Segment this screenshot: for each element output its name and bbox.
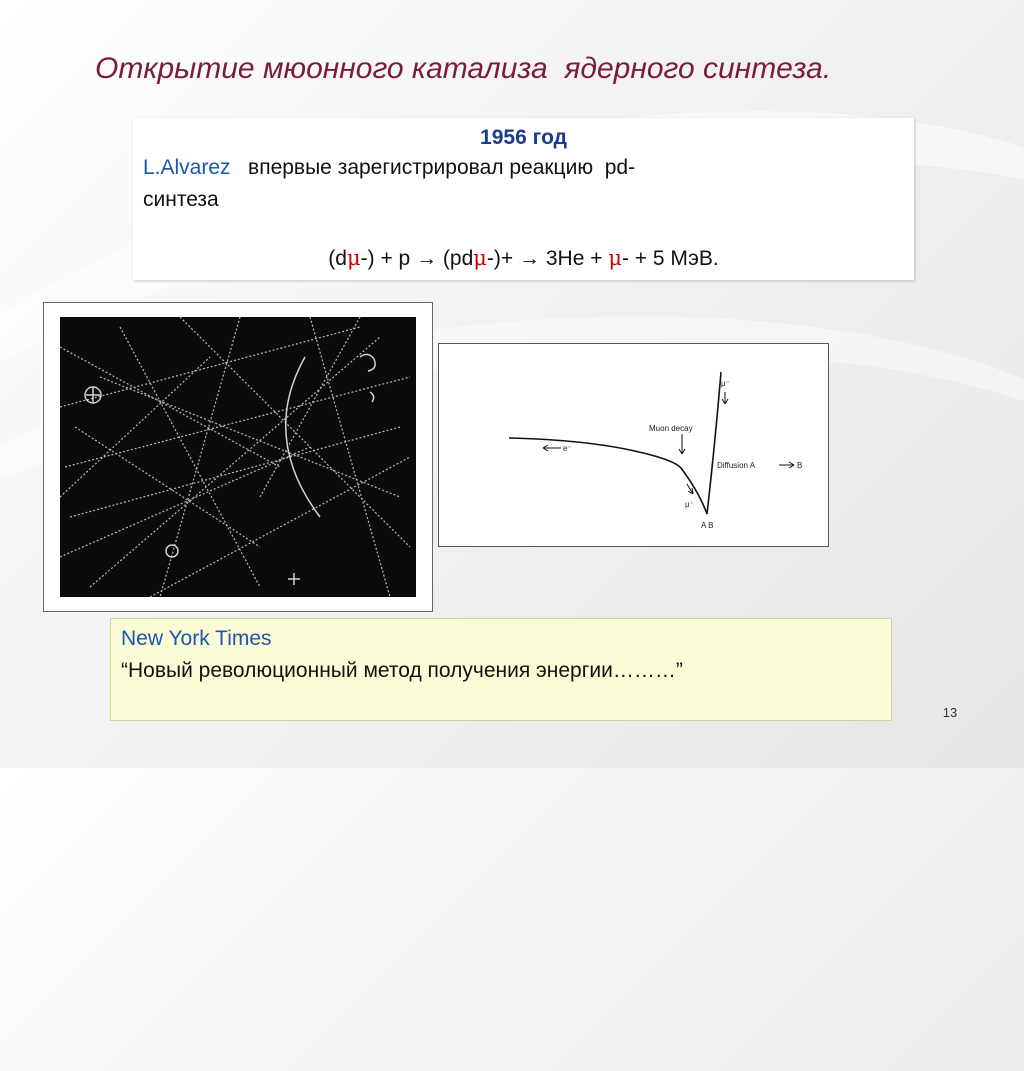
reaction-formula: [133, 246, 914, 271]
track-sketch: [439, 344, 828, 546]
formula-part: -)+: [486, 247, 520, 270]
label-diffusion: Diffusion A: [717, 461, 756, 470]
newspaper-quote-box: [110, 618, 892, 721]
author-name: L.Alvarez: [143, 156, 231, 179]
formula-part: -) + p: [360, 247, 417, 270]
formula-part: (pd: [437, 247, 474, 270]
muon-track-diagram: [438, 343, 829, 547]
slide-title: Открытие мюонного катализа ядерного синтеза.: [95, 52, 832, 85]
mu-symbol: μ: [346, 246, 361, 270]
label-electron: e⁻: [563, 444, 572, 453]
formula-part: 3He +: [540, 247, 609, 270]
bubble-chamber-photo: [43, 302, 433, 612]
mu-symbol: μ: [473, 246, 487, 270]
mu-symbol: μ: [608, 246, 622, 270]
discovery-text: впервые зарегистрировал реакцию pd-: [230, 156, 636, 179]
label-mu-top: μ⁻: [721, 379, 730, 388]
label-b: B: [797, 461, 803, 470]
arrow-symbol: →: [519, 247, 541, 270]
formula-part: (d: [328, 247, 347, 270]
label-mu-bottom: μ⁻: [685, 500, 694, 509]
discovery-line-continued: синтеза: [143, 188, 219, 211]
newspaper-name: New York Times: [121, 627, 272, 650]
label-ab: A B: [701, 521, 714, 530]
bubble-chamber-image: [60, 317, 416, 597]
newspaper-quote: “Новый революционный метод получения энергии………”: [121, 659, 683, 682]
label-muon-decay: Muon decay: [649, 424, 693, 433]
formula-part: - + 5 МэВ.: [621, 247, 719, 270]
discovery-line: [143, 156, 635, 180]
year-heading: 1956 год: [480, 126, 567, 149]
page-number: 13: [942, 705, 958, 720]
arrow-symbol: →: [416, 247, 438, 270]
reaction-textbox: [133, 118, 914, 280]
